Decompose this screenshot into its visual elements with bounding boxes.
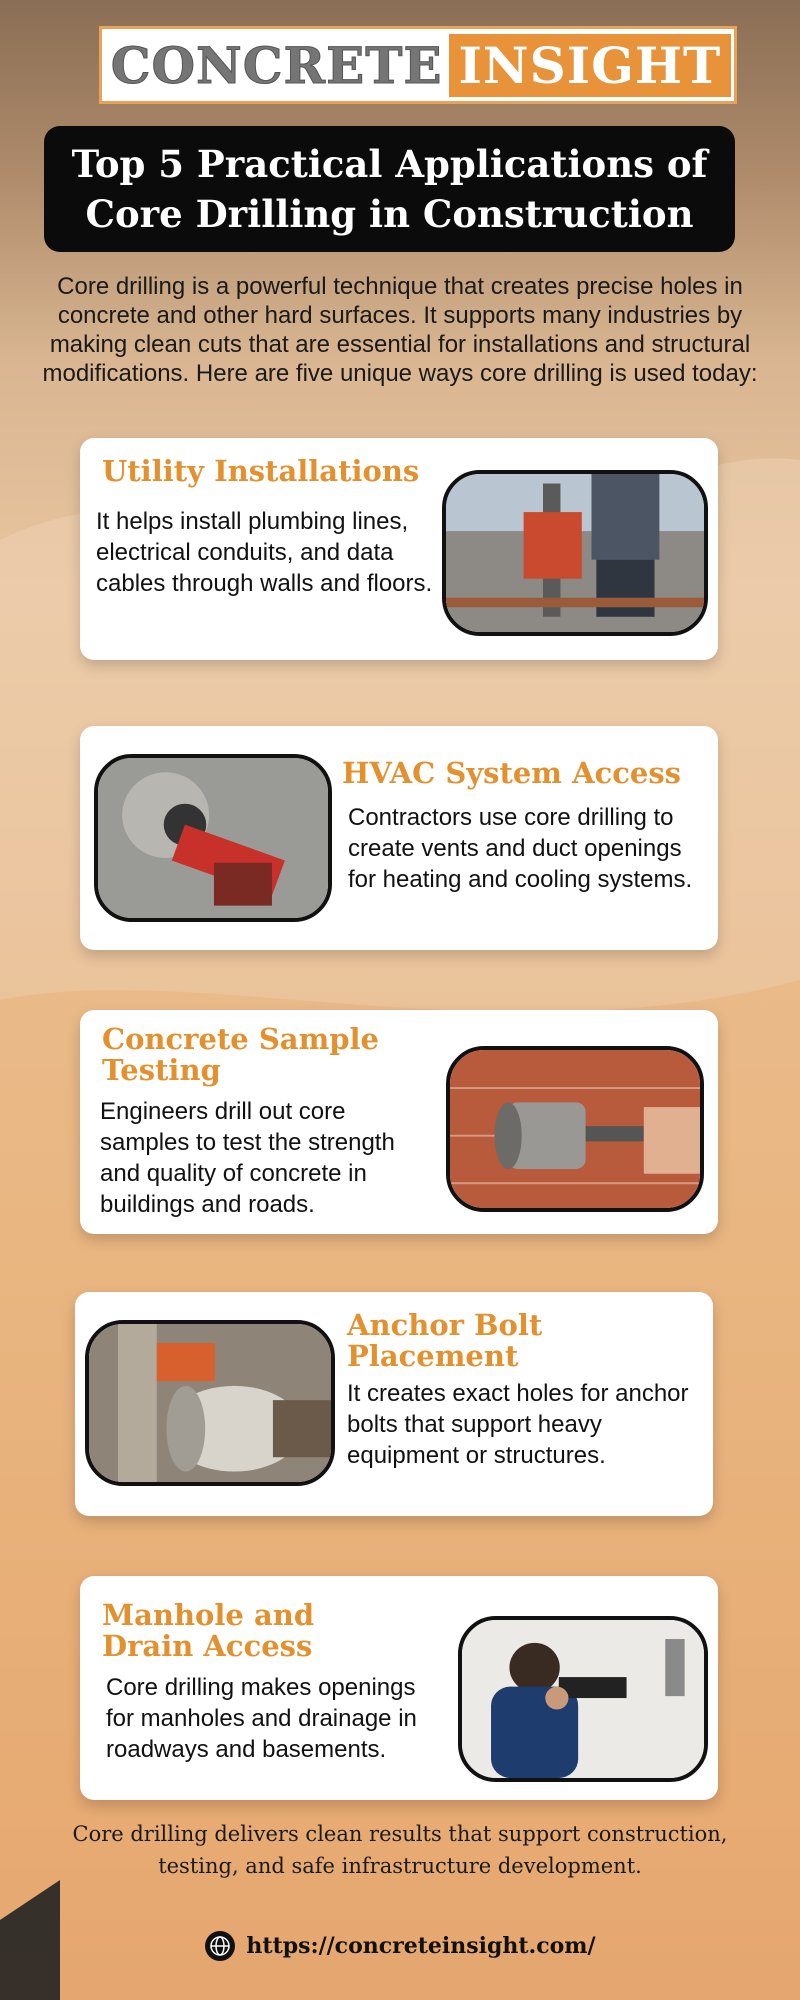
card-title: Concrete Sample Testing — [102, 1022, 380, 1087]
brand-logo — [99, 26, 737, 104]
card-title: Manhole and Drain Access — [102, 1598, 315, 1663]
manhole-drilling-photo — [458, 1616, 708, 1782]
card-hvac-system-access — [80, 726, 718, 950]
card-text: It creates exact holes for anchor bolts that support heavy equipment or structures. — [347, 1380, 689, 1469]
card-text: Core drilling makes openings for manholes and drainage in roadways and basements. — [106, 1674, 417, 1763]
logo-text-insight: INSIGHT — [449, 34, 732, 97]
card-anchor-bolt-placement — [75, 1292, 713, 1516]
card-utility-installations — [80, 438, 718, 660]
closing-statement: Core drilling delivers clean results that support construction, testing, and safe infrastructure development. — [72, 1822, 728, 1878]
card-title: HVAC System Access — [342, 756, 681, 790]
page-title — [44, 126, 735, 252]
logo-text-concrete: CONCRETE — [105, 36, 449, 95]
website-link-row — [0, 1930, 800, 1962]
globe-icon — [204, 1930, 236, 1962]
website-url[interactable]: https://concreteinsight.com/ — [246, 1933, 596, 1959]
hvac-drilling-photo — [94, 754, 332, 922]
card-text: Engineers drill out core samples to test the strength and quality of concrete in buildings and roads. — [100, 1098, 395, 1218]
title-line-2: Core Drilling in Construction — [85, 192, 694, 236]
card-title: Anchor Bolt Placement — [347, 1308, 543, 1373]
card-title: Utility Installations — [102, 454, 420, 488]
card-concrete-sample-testing — [80, 1010, 718, 1234]
title-line-1: Top 5 Practical Applications of — [71, 142, 708, 186]
concrete-sample-photo — [446, 1046, 704, 1212]
utility-drilling-photo — [442, 470, 708, 636]
card-text: It helps install plumbing lines, electrical conduits, and data cables through walls and floors. — [96, 508, 433, 597]
card-manhole-and-drain-access — [80, 1576, 718, 1800]
card-text: Contractors use core drilling to create vents and duct openings for heating and cooling systems. — [348, 804, 693, 893]
anchor-bolt-photo — [85, 1320, 335, 1486]
intro-paragraph: Core drilling is a powerful technique that creates precise holes in concrete and other hard surfaces. It supports many industries by making clean cuts that are essential for installations and structural modifications. Here are five unique ways core drilling is used today: — [42, 273, 758, 387]
